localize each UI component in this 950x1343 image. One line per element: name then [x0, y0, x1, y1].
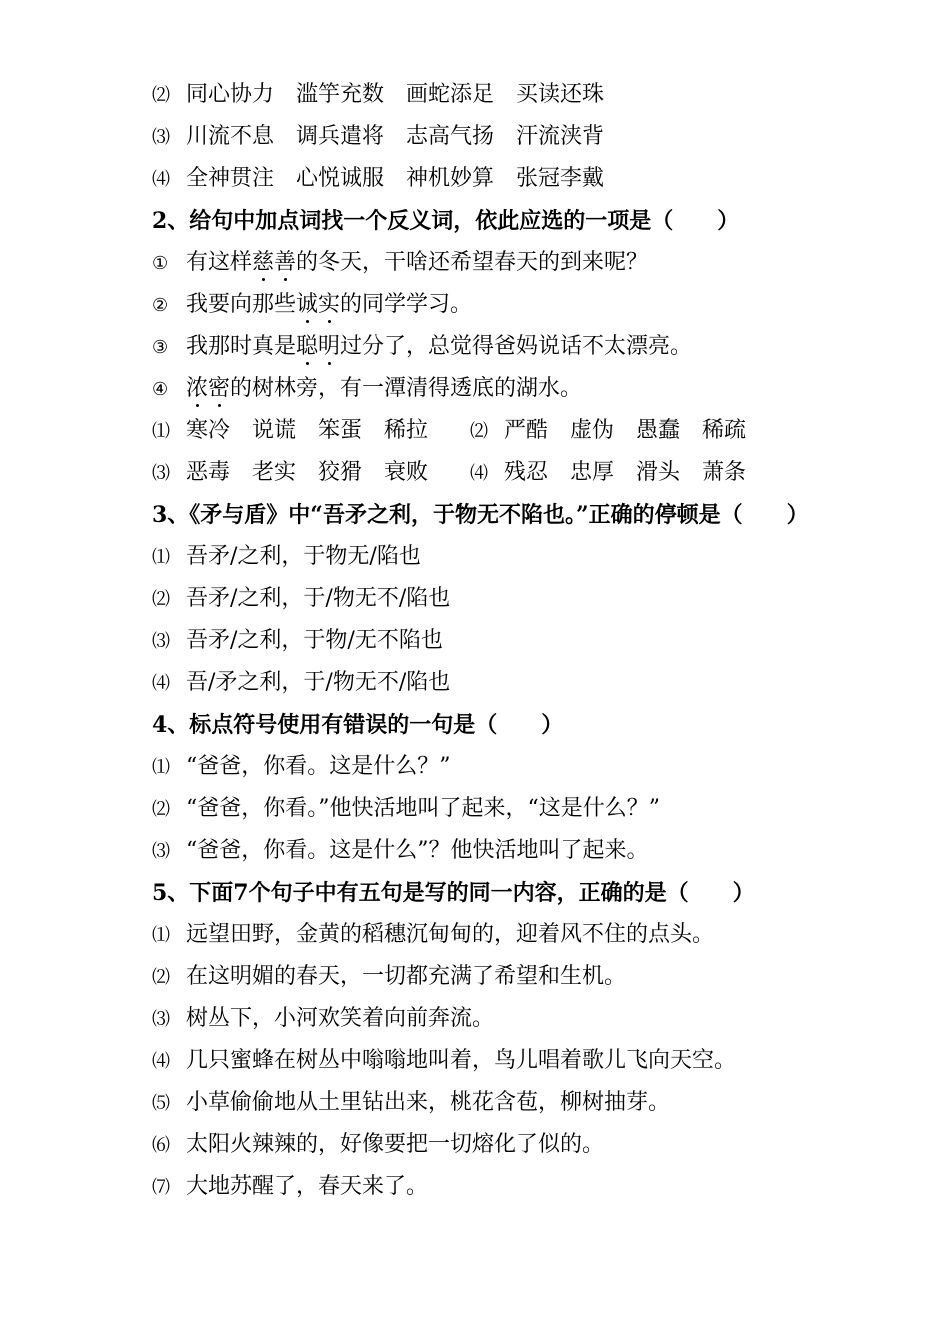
q3-option: [152, 542, 421, 572]
question-2-title: 2、给句中加点词找一个反义词，依此应选的一项是（ ）: [152, 208, 740, 234]
dotted-char: 密: [208, 374, 230, 404]
q5-option: [152, 1172, 428, 1202]
q5-option: [152, 1130, 604, 1160]
option-text: “爸爸，你看。”他快活地叫了起来，“这是什么？”: [186, 796, 660, 821]
option-text: 几只蜜蜂在树丛中嗡嗡地叫着，鸟儿唱着歌儿飞向天空。: [186, 1048, 737, 1073]
option-word: 萧条: [702, 460, 747, 485]
q5-option: [152, 1004, 494, 1034]
idiom: 同心协力: [186, 82, 275, 107]
dotted-char: 善: [274, 248, 296, 278]
idiom-row: [152, 80, 604, 110]
option-number: ①: [152, 253, 169, 274]
option-word: 老实: [252, 460, 297, 485]
option-text: 在这明媚的春天，一切都充满了希望和生机。: [186, 964, 627, 989]
idiom: 心悦诚服: [296, 166, 385, 191]
idiom: 张冠李戴: [516, 166, 605, 191]
option-number: ④: [152, 379, 169, 400]
q3-option: [152, 668, 450, 698]
idiom: 买读还珠: [516, 82, 605, 107]
q2-sentence: [152, 332, 692, 362]
option-number: ⑴: [152, 925, 170, 946]
option-word: 残忍: [504, 460, 549, 485]
option-number: ⑺: [152, 1177, 170, 1198]
q2-sentence: [152, 374, 582, 404]
option-number: ⑷: [152, 169, 170, 190]
option-text: 大地苏醒了，春天来了。: [186, 1174, 429, 1199]
option-number: ⑶: [152, 841, 170, 862]
option-number: ⑶: [152, 127, 170, 148]
option-word: 衰败: [384, 460, 429, 485]
option-number: ⑶: [152, 1009, 170, 1030]
sentence-text: 我那时真是: [186, 334, 297, 359]
idiom: 神机妙算: [406, 166, 495, 191]
option-word: 滑头: [636, 460, 681, 485]
option-number: ②: [152, 295, 169, 316]
option-word: 狡猾: [318, 460, 363, 485]
idiom: 志高气扬: [406, 124, 495, 149]
option-text: 小草偷偷地从土里钻出来，桃花含苞，柳树抽芽。: [186, 1090, 671, 1115]
dotted-char: 浓: [186, 374, 208, 404]
idiom-row: [152, 122, 604, 152]
option-word: 严酷: [504, 418, 549, 443]
q2-sentence: [152, 290, 472, 320]
option-number: ⑷: [152, 673, 170, 694]
sentence-text: 的同学学习。: [340, 292, 473, 317]
option-text: “爸爸，你看。这是什么”？他快活地叫了起来。: [186, 838, 649, 863]
option-word: 说谎: [252, 418, 297, 443]
dotted-char: 慈: [252, 248, 274, 278]
question-3-title: 3、《矛与盾》中“吾矛之利，于物无不陷也。”正确的停顿是（ ）: [152, 502, 809, 528]
sentence-text: 过分了，总觉得爸妈说话不太漂亮。: [340, 334, 693, 359]
option-text: 远望田野，金黄的稻穗沉甸甸的，迎着风不住的点头。: [186, 922, 715, 947]
option-text: 吾矛/之利，于/物无不/陷也: [186, 586, 451, 611]
sentence-text: 有这样: [186, 250, 253, 275]
idiom-row: [152, 164, 604, 194]
option-number: ⑷: [152, 1051, 170, 1072]
q2-sentence: [152, 248, 648, 278]
option-text: 吾/矛之利，于/物无不/陷也: [186, 670, 451, 695]
idiom: 川流不息: [186, 124, 275, 149]
option-word: 笨蛋: [318, 418, 363, 443]
option-number: ⑶: [152, 463, 170, 484]
q5-option: [152, 962, 626, 992]
option-number: ⑴: [152, 757, 170, 778]
q5-option: [152, 920, 714, 950]
option-number: ⑵: [152, 799, 170, 820]
option-number: ⑷: [470, 463, 488, 484]
option-word: 稀疏: [702, 418, 747, 443]
option-text: 树丛下，小河欢笑着向前奔流。: [186, 1006, 495, 1031]
option-word: 稀拉: [384, 418, 429, 443]
idiom: 汗流浃背: [516, 124, 605, 149]
q5-option: [152, 1088, 670, 1118]
option-word: 寒冷: [186, 418, 231, 443]
option-text: “爸爸，你看。这是什么？”: [186, 754, 451, 779]
question-4-title: 4、标点符号使用有错误的一句是（ ）: [152, 712, 564, 738]
option-number: ⑸: [152, 1093, 170, 1114]
q2-option-group: [470, 416, 746, 447]
option-word: 虚伪: [570, 418, 615, 443]
idiom: 调兵遣将: [296, 124, 385, 149]
sentence-text: 的冬天，干啥还希望春天的到来呢？: [296, 250, 649, 275]
q5-option: [152, 1046, 736, 1076]
option-number: ⑵: [152, 589, 170, 610]
option-word: 恶毒: [186, 460, 231, 485]
dotted-char: 实: [318, 290, 340, 320]
option-number: ③: [152, 337, 169, 358]
q2-options-row: [152, 458, 747, 488]
idiom: 画蛇添足: [406, 82, 495, 107]
option-number: ⑹: [152, 1135, 170, 1156]
dotted-char: 明: [318, 332, 340, 362]
q3-option: [152, 584, 450, 614]
sentence-text: 的树林旁，有一潭清得透底的湖水。: [230, 376, 583, 401]
option-text: 吾矛/之利，于物/无不陷也: [186, 628, 443, 653]
option-number: ⑵: [470, 421, 488, 442]
q2-option-group: [470, 458, 746, 489]
option-word: 忠厚: [570, 460, 615, 485]
idiom: 全神贯注: [186, 166, 275, 191]
q4-option: [152, 752, 451, 782]
dotted-char: 聪: [296, 332, 318, 362]
sentence-text: 我要向那些: [186, 292, 297, 317]
q3-option: [152, 626, 443, 656]
idiom: 滥竽充数: [296, 82, 385, 107]
option-number: ⑶: [152, 631, 170, 652]
q2-options-row: [152, 416, 747, 446]
option-number: ⑴: [152, 421, 170, 442]
q4-option: [152, 794, 660, 824]
option-text: 太阳火辣辣的，好像要把一切熔化了似的。: [186, 1132, 605, 1157]
option-word: 愚蠢: [636, 418, 681, 443]
option-number: ⑵: [152, 967, 170, 988]
option-number: ⑴: [152, 547, 170, 568]
question-5-title: 5、下面7个句子中有五句是写的同一内容，正确的是（ ）: [152, 880, 755, 906]
option-number: ⑵: [152, 85, 170, 106]
option-text: 吾矛/之利，于物无/陷也: [186, 544, 421, 569]
dotted-char: 诚: [296, 290, 318, 320]
q4-option: [152, 836, 649, 866]
